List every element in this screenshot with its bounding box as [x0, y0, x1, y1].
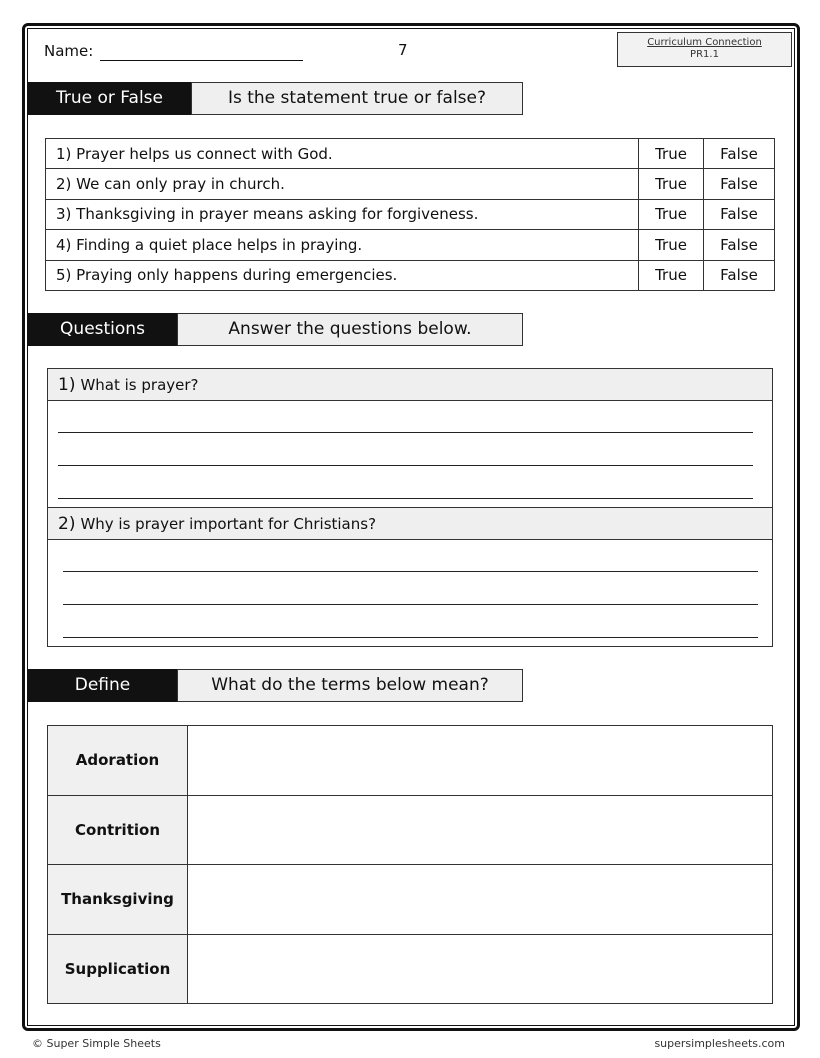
statement-1: 1) Prayer helps us connect with God.	[46, 139, 639, 169]
answer-line[interactable]	[63, 604, 758, 605]
statement-2: 2) We can only pray in church.	[46, 169, 639, 199]
questions-instruction: Answer the questions below.	[177, 313, 523, 346]
term-supplication: Supplication	[48, 934, 188, 1004]
table-row	[48, 934, 773, 1004]
name-label: Name:	[44, 42, 94, 60]
question-1-header	[48, 369, 772, 401]
table-row	[46, 169, 775, 199]
true-option-1[interactable]: True	[639, 139, 704, 169]
term-adoration: Adoration	[48, 726, 188, 796]
table-row	[48, 726, 773, 796]
definition-field[interactable]	[188, 934, 773, 1004]
true-false-table	[45, 138, 775, 291]
define-tag: Define	[28, 669, 177, 702]
false-option-4[interactable]: False	[704, 230, 775, 260]
table-row	[48, 795, 773, 865]
table-row	[46, 199, 775, 229]
table-row	[46, 260, 775, 290]
name-line[interactable]	[100, 60, 303, 61]
statement-5: 5) Praying only happens during emergencies.	[46, 260, 639, 290]
curriculum-connection-box	[617, 32, 792, 67]
true-false-tag: True or False	[28, 82, 191, 115]
answer-line[interactable]	[63, 571, 758, 572]
define-table	[47, 725, 773, 1004]
false-option-2[interactable]: False	[704, 169, 775, 199]
page-number: 7	[398, 41, 408, 59]
answer-line[interactable]	[58, 432, 753, 433]
definition-field[interactable]	[188, 865, 773, 935]
footer-website[interactable]: supersimplesheets.com	[654, 1037, 785, 1050]
true-option-4[interactable]: True	[639, 230, 704, 260]
answer-line[interactable]	[58, 465, 753, 466]
curriculum-code: PR1.1	[690, 49, 719, 60]
true-option-2[interactable]: True	[639, 169, 704, 199]
table-row	[48, 865, 773, 935]
table-row	[46, 139, 775, 169]
question-1-number: 1)	[58, 375, 76, 395]
answer-line[interactable]	[63, 637, 758, 638]
question-2-header	[48, 508, 772, 540]
questions-tag: Questions	[28, 313, 177, 346]
true-false-instruction: Is the statement true or false?	[191, 82, 523, 115]
table-row	[46, 230, 775, 260]
definition-field[interactable]	[188, 726, 773, 796]
false-option-3[interactable]: False	[704, 199, 775, 229]
term-contrition: Contrition	[48, 795, 188, 865]
define-instruction: What do the terms below mean?	[177, 669, 523, 702]
term-thanksgiving: Thanksgiving	[48, 865, 188, 935]
question-1-text: What is prayer?	[80, 376, 199, 394]
question-2-text: Why is prayer important for Christians?	[80, 515, 377, 533]
definition-field[interactable]	[188, 795, 773, 865]
answer-line[interactable]	[58, 498, 753, 499]
false-option-5[interactable]: False	[704, 260, 775, 290]
true-option-3[interactable]: True	[639, 199, 704, 229]
curriculum-title: Curriculum Connection	[647, 37, 762, 48]
statement-4: 4) Finding a quiet place helps in praying.	[46, 230, 639, 260]
true-option-5[interactable]: True	[639, 260, 704, 290]
false-option-1[interactable]: False	[704, 139, 775, 169]
statement-3: 3) Thanksgiving in prayer means asking for forgiveness.	[46, 199, 639, 229]
question-2-box	[47, 507, 773, 647]
footer-copyright: © Super Simple Sheets	[32, 1037, 161, 1050]
question-2-number: 2)	[58, 514, 76, 534]
question-1-box	[47, 368, 773, 508]
